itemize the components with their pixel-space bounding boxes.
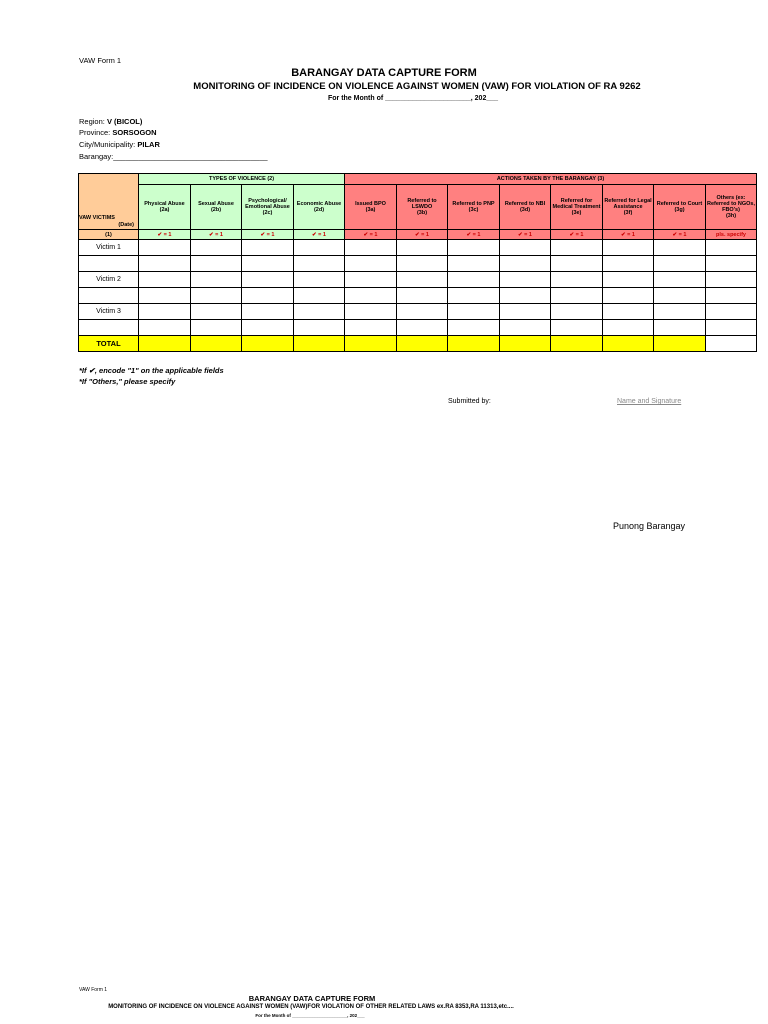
data-cell[interactable] bbox=[397, 272, 448, 288]
data-cell[interactable] bbox=[345, 256, 397, 272]
victim-label: Victim 3 bbox=[79, 304, 139, 320]
data-cell[interactable] bbox=[345, 304, 397, 320]
col-referred-nbi: Referred to NBI (3d) bbox=[500, 185, 551, 230]
mark-3f: ✔ = 1 bbox=[603, 230, 654, 240]
data-cell[interactable] bbox=[191, 256, 242, 272]
data-cell[interactable] bbox=[397, 320, 448, 336]
data-cell[interactable] bbox=[706, 272, 757, 288]
data-cell[interactable] bbox=[706, 240, 757, 256]
data-cell[interactable] bbox=[191, 320, 242, 336]
total-cell[interactable] bbox=[139, 336, 191, 352]
victim-row bbox=[79, 256, 757, 272]
note-others: *If "Others," please specify bbox=[79, 377, 176, 386]
col-psychological-abuse: Psychological/ Emotional Abuse (2c) bbox=[242, 185, 294, 230]
mark-3b: ✔ = 1 bbox=[397, 230, 448, 240]
total-cell[interactable] bbox=[397, 336, 448, 352]
data-cell[interactable] bbox=[448, 240, 500, 256]
page2-form-title: BARANGAY DATA CAPTURE FORM bbox=[248, 994, 376, 1003]
data-cell[interactable] bbox=[345, 288, 397, 304]
mark-3g: ✔ = 1 bbox=[654, 230, 706, 240]
data-cell[interactable] bbox=[397, 304, 448, 320]
notes bbox=[79, 365, 224, 387]
region-line bbox=[79, 117, 142, 126]
col-medical-treatment: Referred for Medical Treatment (3e) bbox=[551, 185, 603, 230]
data-cell[interactable] bbox=[139, 240, 191, 256]
victims-header bbox=[79, 174, 139, 230]
province-line bbox=[79, 128, 157, 137]
victim-blank-cell[interactable] bbox=[79, 256, 139, 272]
victim-rows bbox=[79, 240, 757, 336]
data-cell[interactable] bbox=[654, 304, 706, 320]
data-cell[interactable] bbox=[551, 240, 603, 256]
data-cell[interactable] bbox=[397, 288, 448, 304]
data-cell[interactable] bbox=[603, 240, 654, 256]
data-cell[interactable] bbox=[294, 288, 345, 304]
province-label: Province: bbox=[79, 128, 113, 137]
data-cell[interactable] bbox=[242, 256, 294, 272]
data-cell[interactable] bbox=[551, 256, 603, 272]
data-cell[interactable] bbox=[191, 288, 242, 304]
data-cell[interactable] bbox=[500, 288, 551, 304]
data-cell[interactable] bbox=[139, 256, 191, 272]
region-label: Region: bbox=[79, 117, 107, 126]
data-cell[interactable] bbox=[139, 304, 191, 320]
col-others: Others (ex: Referred to NGOs, FBO's) (3h) bbox=[706, 185, 757, 230]
total-cell[interactable] bbox=[191, 336, 242, 352]
data-cell[interactable] bbox=[654, 240, 706, 256]
data-cell[interactable] bbox=[500, 256, 551, 272]
total-cell[interactable] bbox=[294, 336, 345, 352]
data-cell[interactable] bbox=[448, 272, 500, 288]
col-sexual-abuse: Sexual Abuse (2b) bbox=[191, 185, 242, 230]
col-physical-abuse: Physical Abuse (2a) bbox=[139, 185, 191, 230]
data-cell[interactable] bbox=[654, 288, 706, 304]
data-cell[interactable] bbox=[242, 288, 294, 304]
province-value: SORSOGON bbox=[112, 128, 157, 137]
data-cell[interactable] bbox=[551, 320, 603, 336]
data-cell[interactable] bbox=[654, 272, 706, 288]
data-cell[interactable] bbox=[603, 288, 654, 304]
col-legal-assistance: Referred for Legal Assistance (3f) bbox=[603, 185, 654, 230]
total-cell[interactable] bbox=[448, 336, 500, 352]
data-cell[interactable] bbox=[603, 320, 654, 336]
region-value: V (BICOL) bbox=[106, 117, 143, 126]
note-encode: *If ✔, encode "1" on the applicable fields bbox=[79, 366, 224, 375]
victim-row bbox=[79, 240, 757, 256]
data-cell[interactable] bbox=[448, 288, 500, 304]
total-cell[interactable] bbox=[551, 336, 603, 352]
data-cell[interactable] bbox=[448, 256, 500, 272]
total-cell[interactable] bbox=[500, 336, 551, 352]
data-cell[interactable] bbox=[551, 272, 603, 288]
mark-2d: ✔ = 1 bbox=[294, 230, 345, 240]
total-row bbox=[79, 336, 757, 352]
victims-header-number: (1) bbox=[79, 230, 139, 240]
mark-2b: ✔ = 1 bbox=[191, 230, 242, 240]
data-cell[interactable] bbox=[294, 304, 345, 320]
data-cell[interactable] bbox=[191, 304, 242, 320]
city-value: PILAR bbox=[137, 140, 160, 149]
data-cell[interactable] bbox=[345, 272, 397, 288]
form-subtitle: MONITORING OF INCIDENCE ON VIOLENCE AGAINST WOMEN (VAW) FOR VIOLATION OF RA 9262 bbox=[193, 81, 641, 92]
col-issued-bpo: Issued BPO (3a) bbox=[345, 185, 397, 230]
data-cell[interactable] bbox=[139, 320, 191, 336]
name-and-signature-line[interactable]: Name and Signature bbox=[617, 398, 682, 405]
city-line bbox=[79, 140, 160, 149]
victims-header-title: VAW VICTIMS bbox=[79, 215, 115, 221]
data-cell[interactable] bbox=[191, 272, 242, 288]
data-cell[interactable] bbox=[294, 272, 345, 288]
total-cell[interactable] bbox=[345, 336, 397, 352]
col-referred-pnp: Referred to PNP (3c) bbox=[448, 185, 500, 230]
data-cell[interactable] bbox=[242, 240, 294, 256]
data-capture-table bbox=[78, 173, 757, 352]
mark-3a: ✔ = 1 bbox=[345, 230, 397, 240]
data-cell[interactable] bbox=[294, 256, 345, 272]
total-cell[interactable] bbox=[242, 336, 294, 352]
data-cell[interactable] bbox=[706, 288, 757, 304]
mark-2c: ✔ = 1 bbox=[242, 230, 294, 240]
actions-taken-header: ACTIONS TAKEN BY THE BARANGAY (3) bbox=[345, 174, 757, 185]
data-cell[interactable] bbox=[242, 304, 294, 320]
data-cell[interactable] bbox=[500, 272, 551, 288]
total-cell[interactable] bbox=[654, 336, 706, 352]
victims-header-date: (Date) bbox=[118, 222, 134, 228]
data-cell[interactable] bbox=[345, 320, 397, 336]
data-cell[interactable] bbox=[294, 240, 345, 256]
data-cell[interactable] bbox=[706, 304, 757, 320]
data-cell[interactable] bbox=[603, 272, 654, 288]
month-line: For the Month of ______________________, 202___ bbox=[327, 95, 499, 102]
data-cell[interactable] bbox=[139, 288, 191, 304]
data-cell[interactable] bbox=[603, 304, 654, 320]
victim-blank-cell[interactable] bbox=[79, 320, 139, 336]
data-cell[interactable] bbox=[397, 256, 448, 272]
total-cell[interactable] bbox=[603, 336, 654, 352]
mark-3c: ✔ = 1 bbox=[448, 230, 500, 240]
data-cell[interactable] bbox=[500, 240, 551, 256]
data-cell[interactable] bbox=[191, 240, 242, 256]
punong-barangay-label: Punong Barangay bbox=[613, 521, 686, 531]
victim-row bbox=[79, 288, 757, 304]
form-number: VAW Form 1 bbox=[79, 56, 122, 65]
col-referred-lswdo: Referred to LSWDO (3b) bbox=[397, 185, 448, 230]
col-referred-court: Referred to Court (3g) bbox=[654, 185, 706, 230]
data-cell[interactable] bbox=[242, 272, 294, 288]
data-cell[interactable] bbox=[500, 304, 551, 320]
victim-label: Victim 2 bbox=[79, 272, 139, 288]
mark-3e: ✔ = 1 bbox=[551, 230, 603, 240]
mark-3h: pls. specify bbox=[706, 230, 757, 240]
barangay-label: Barangay: bbox=[79, 152, 114, 161]
data-cell[interactable] bbox=[294, 320, 345, 336]
page2-month-line: For the Month of ______________________, 202___ bbox=[255, 1013, 365, 1018]
data-cell[interactable] bbox=[345, 240, 397, 256]
data-cell[interactable] bbox=[448, 304, 500, 320]
col-economic-abuse: Economic Abuse (2d) bbox=[294, 185, 345, 230]
victim-blank-cell[interactable] bbox=[79, 288, 139, 304]
data-cell[interactable] bbox=[654, 320, 706, 336]
barangay-value: _____________________________________ bbox=[113, 152, 268, 161]
victim-label: Victim 1 bbox=[79, 240, 139, 256]
total-label: TOTAL bbox=[79, 336, 139, 352]
data-cell[interactable] bbox=[551, 288, 603, 304]
mark-2a: ✔ = 1 bbox=[139, 230, 191, 240]
page2-form-number: VAW Form 1 bbox=[79, 987, 108, 993]
submitted-by-label: Submitted by: bbox=[448, 398, 491, 405]
data-cell[interactable] bbox=[603, 256, 654, 272]
victim-row bbox=[79, 320, 757, 336]
victim-row bbox=[79, 304, 757, 320]
data-cell[interactable] bbox=[397, 240, 448, 256]
data-cell[interactable] bbox=[500, 320, 551, 336]
total-cell[interactable] bbox=[706, 336, 757, 352]
types-of-violence-header: TYPES OF VIOLENCE (2) bbox=[139, 174, 345, 185]
victim-row bbox=[79, 272, 757, 288]
data-cell[interactable] bbox=[706, 256, 757, 272]
mark-3d: ✔ = 1 bbox=[500, 230, 551, 240]
page2-form-subtitle: MONITORING OF INCIDENCE ON VIOLENCE AGAINST WOMEN (VAW)FOR VIOLATION OF OTHER RELATED LAWS ex.RA 8353,RA 11313,etc.... bbox=[108, 1004, 514, 1010]
data-cell[interactable] bbox=[551, 304, 603, 320]
data-cell[interactable] bbox=[654, 256, 706, 272]
city-label: City/Municipality: bbox=[79, 140, 138, 149]
barangay-line bbox=[79, 152, 268, 161]
data-cell[interactable] bbox=[242, 320, 294, 336]
data-cell[interactable] bbox=[139, 272, 191, 288]
data-cell[interactable] bbox=[448, 320, 500, 336]
form-title: BARANGAY DATA CAPTURE FORM bbox=[291, 67, 477, 79]
data-cell[interactable] bbox=[706, 320, 757, 336]
